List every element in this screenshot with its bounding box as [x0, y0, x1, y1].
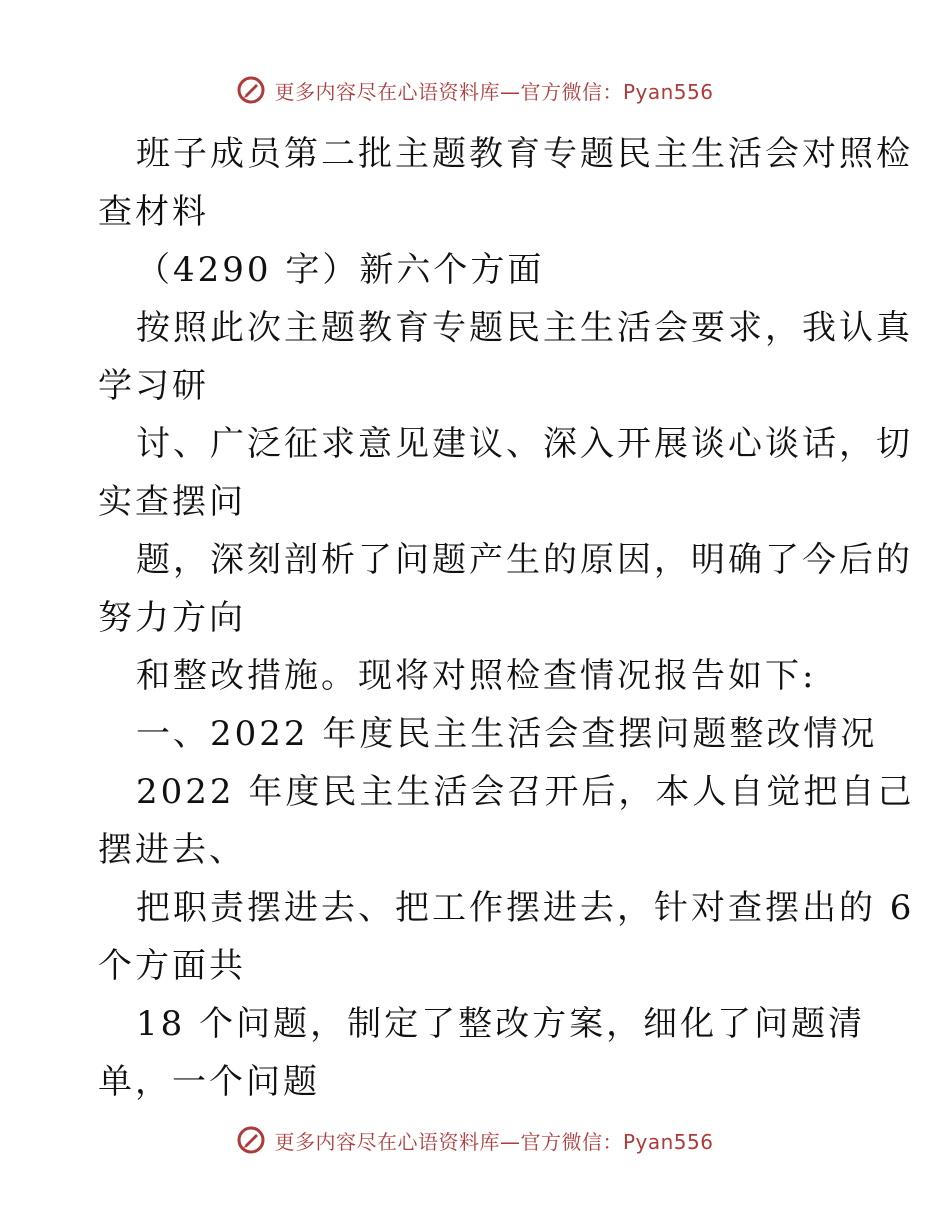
text-line: 努力方向 [98, 598, 246, 638]
text-line: 2022 年度民主生活会召开后，本人自觉把自己 [136, 772, 915, 812]
text-line: （4290 字）新六个方面 [136, 250, 545, 290]
footer-watermark [0, 1120, 950, 1160]
watermark-text: 更多内容尽在心语资料库—官方微信：Pyan556 [274, 79, 714, 104]
document-body [98, 125, 915, 1111]
text-line: 和整改措施。现将对照检查情况报告如下: [136, 656, 817, 696]
text-line: 摆进去、 [98, 830, 246, 870]
text-line: 18 个问题，制定了整改方案，细化了问题清 [136, 1004, 866, 1044]
text-line: 一、2022 年度民主生活会查摆问题整改情况 [136, 714, 878, 754]
brand-logo-icon [236, 1125, 266, 1155]
brand-logo-icon [236, 75, 266, 105]
text-line: 查材料 [98, 192, 209, 232]
text-line: 按照此次主题教育专题民主生活会要求，我认真 [136, 308, 913, 348]
watermark-text: 更多内容尽在心语资料库—官方微信：Pyan556 [274, 1129, 714, 1154]
text-line: 题，深刻剖析了问题产生的原因，明确了今后的 [136, 540, 913, 580]
text-line: 个方面共 [98, 946, 246, 986]
text-line: 班子成员第二批主题教育专题民主生活会对照检 [136, 134, 913, 174]
text-line: 实查摆问 [98, 482, 246, 522]
header-watermark [0, 70, 950, 110]
text-line: 讨、广泛征求意见建议、深入开展谈心谈话，切 [136, 424, 913, 464]
text-line: 学习研 [98, 366, 209, 406]
text-line: 把职责摆进去、把工作摆进去，针对查摆出的 6 [136, 888, 915, 928]
text-line: 单，一个问题 [98, 1062, 320, 1102]
